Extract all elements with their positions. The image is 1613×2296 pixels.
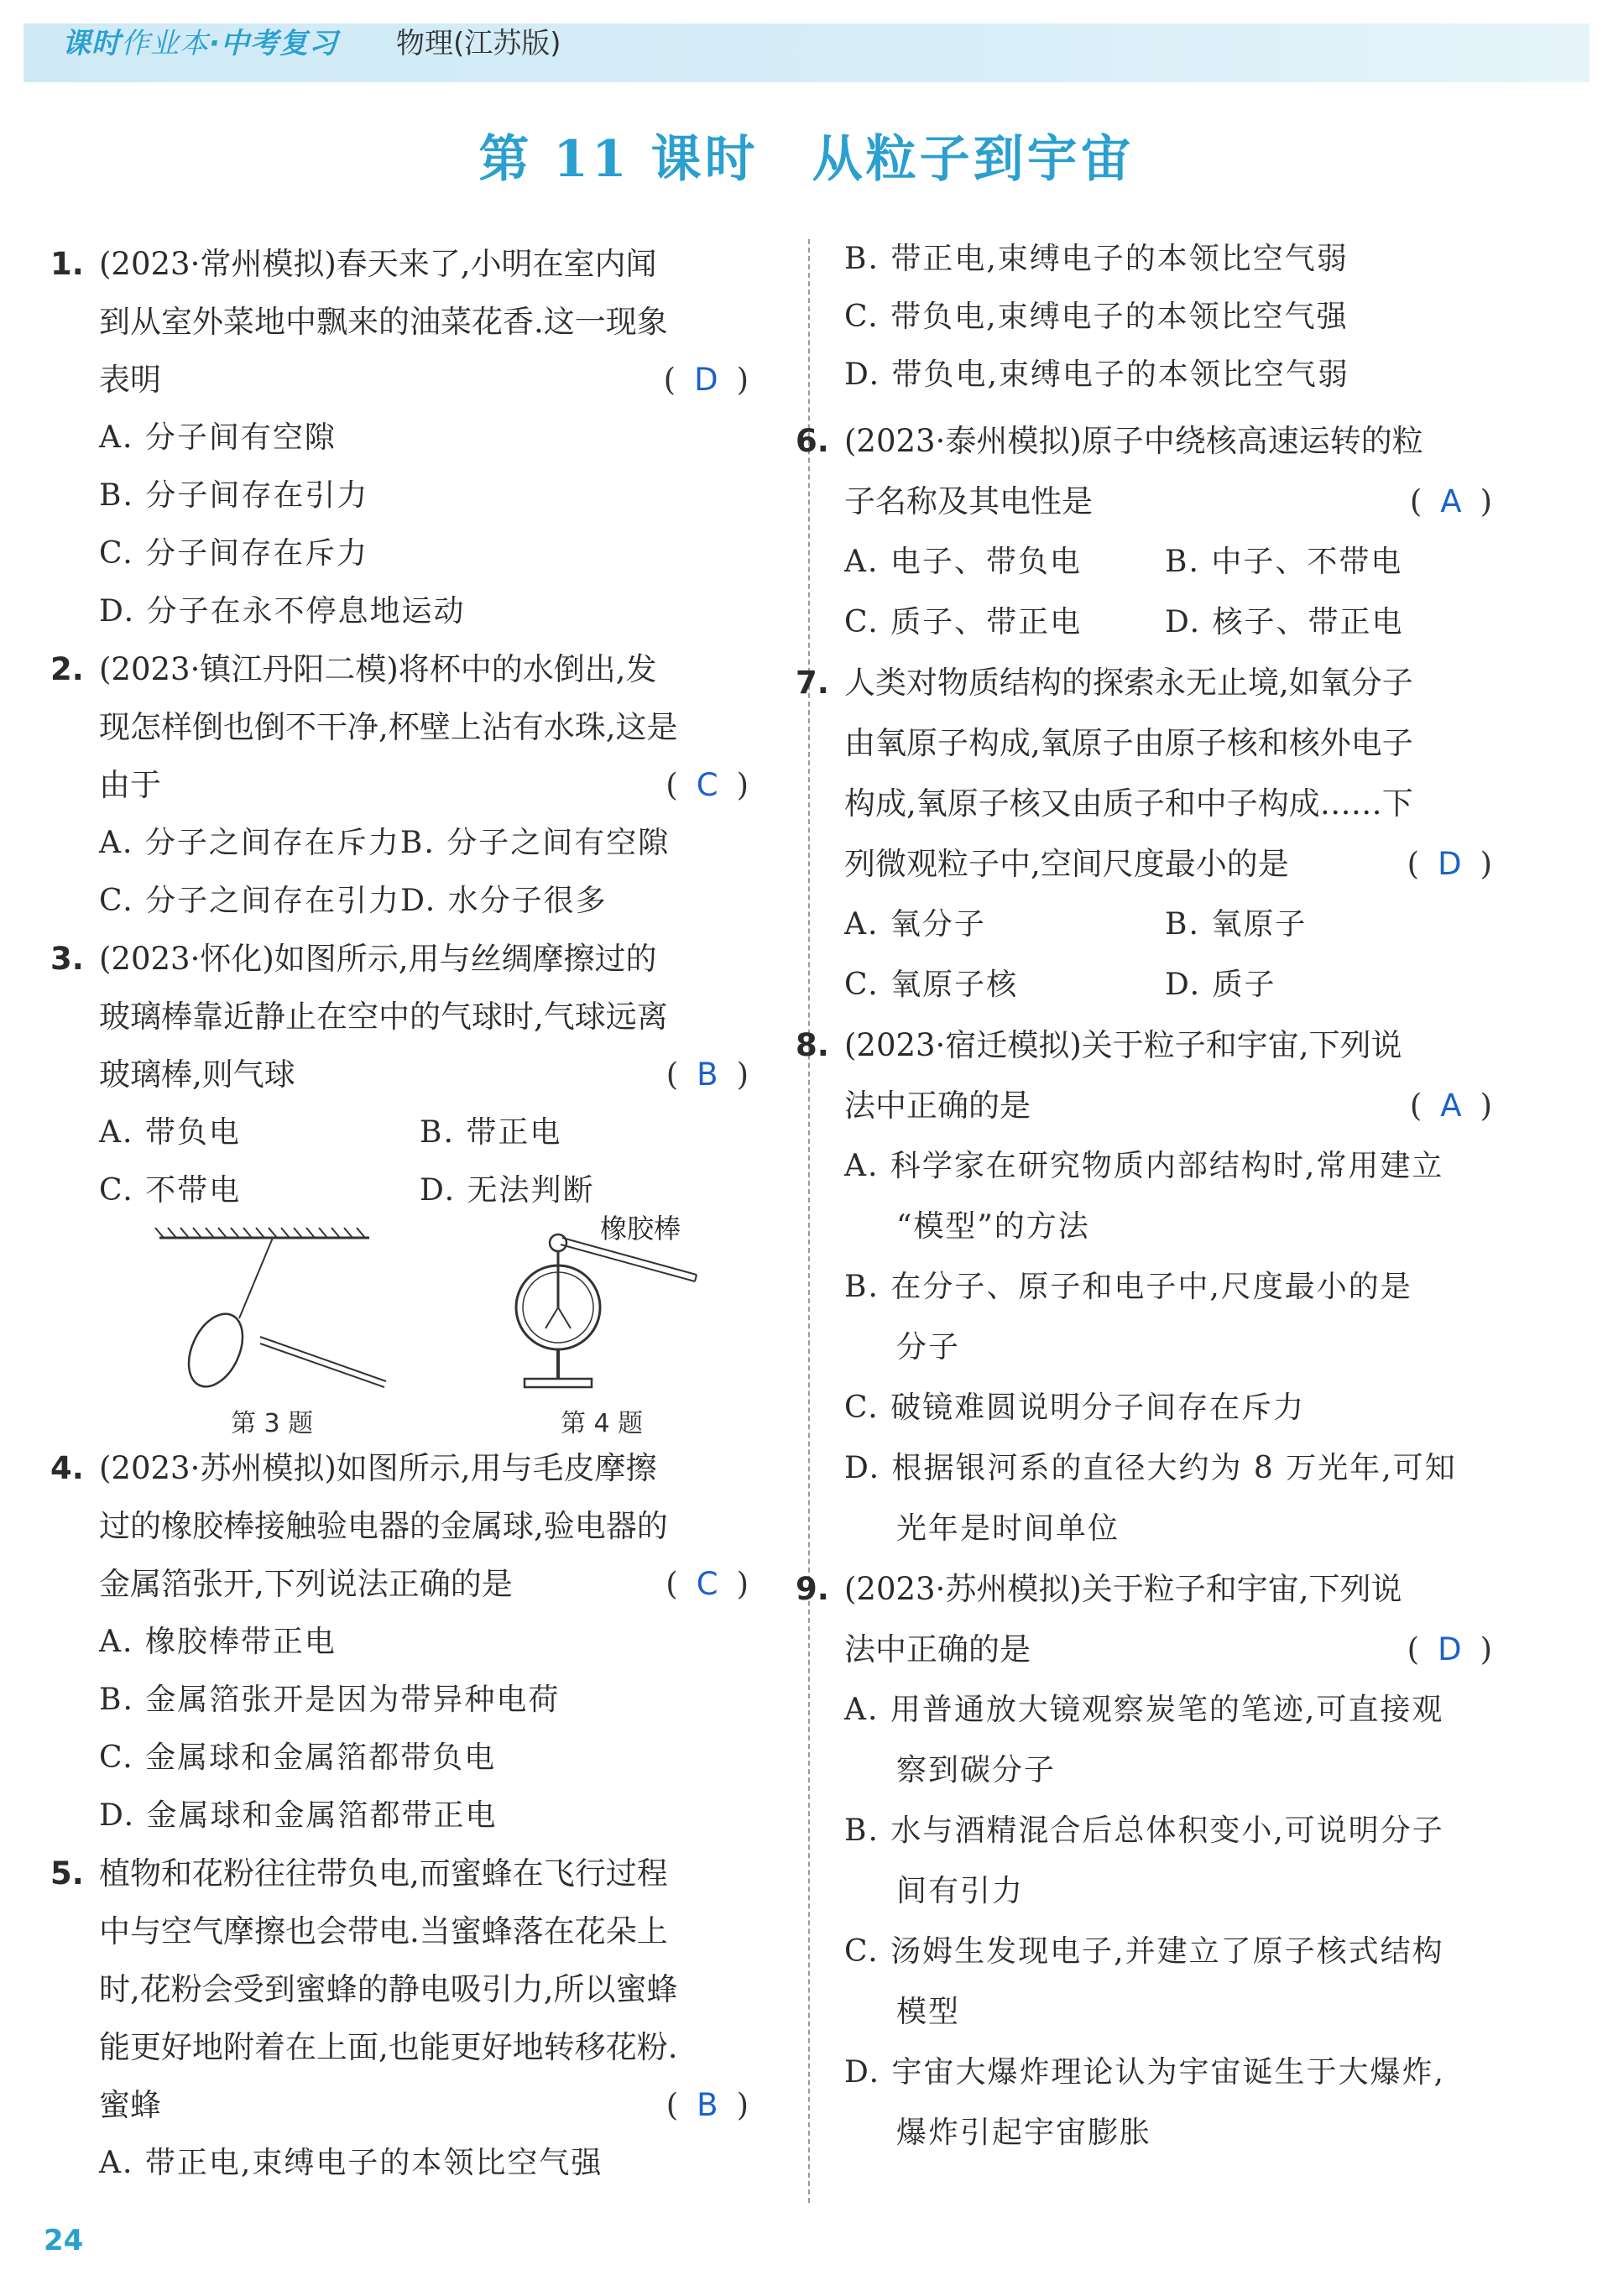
option: A. 带正电,束缚电子的本领比空气强: [99, 2146, 603, 2180]
option: B. 分子间存在引力: [99, 478, 369, 513]
question-text: (2023·怀化)如图所示,用与丝绸摩擦过的: [99, 941, 657, 977]
page-number: 24: [44, 2224, 84, 2257]
answer-letter: B: [697, 2087, 718, 2123]
question-text: 中与空气摩擦也会带电.当蜜蜂落在花朵上: [99, 1913, 668, 1949]
option: C. 汤姆生发现电子,并建立了原子核式结构: [844, 1934, 1444, 1969]
option: C. 分子之间存在引力D. 水分子很多: [99, 884, 608, 918]
answer-letter: B: [697, 1057, 718, 1093]
option-continuation: 分子: [896, 1330, 961, 1365]
question-5: [50, 1845, 749, 2192]
option: C. 破镜难圆说明分子间存在斥力: [844, 1391, 1306, 1425]
question-text: (2023·宿迁模拟)关于粒子和宇宙,下列说: [844, 1027, 1402, 1063]
question-text: (2023·苏州模拟)关于粒子和宇宙,下列说: [844, 1571, 1402, 1607]
answer-letter: D: [1438, 846, 1462, 882]
answer-letter: C: [696, 1566, 718, 1602]
option: A. 分子间有空隙: [99, 420, 337, 455]
book-brand: 课时作业本·中考复习: [62, 27, 338, 60]
question-text: 人类对物质结构的探索永无止境,如氧分子: [844, 665, 1413, 701]
answer-bracket: ( D ): [663, 362, 749, 398]
answer-bracket: ( B ): [666, 2087, 749, 2123]
option: A. 带负电: [99, 1115, 241, 1150]
question-text: 现怎样倒也倒不干净,杯壁上沾有水珠,这是: [99, 709, 678, 745]
lesson-title: 第 11 课时 从粒子到宇宙: [478, 130, 1135, 189]
option-continuation: 间有引力: [896, 1874, 1025, 1908]
question-text: 过的橡胶棒接触验电器的金属球,验电器的: [99, 1508, 668, 1544]
question-number: 2.: [50, 651, 84, 687]
question-text: 列微观粒子中,空间尺度最小的是: [844, 846, 1289, 882]
question-text: 玻璃棒靠近静止在空中的气球时,气球远离: [99, 999, 668, 1035]
answer-letter: A: [1440, 483, 1462, 519]
option: B. 氧原子: [1165, 907, 1308, 942]
answer-bracket: ( B ): [666, 1057, 749, 1093]
option: A. 氧分子: [844, 907, 986, 942]
question-number: 3.: [50, 941, 84, 977]
answer-bracket: ( D ): [1407, 1631, 1492, 1667]
question-number: 4.: [50, 1450, 84, 1486]
option-continuation: 爆炸引起宇宙膨胀: [896, 2116, 1152, 2150]
question-text: 法中正确的是: [844, 1631, 1031, 1667]
answer-bracket: ( A ): [1409, 1088, 1492, 1124]
answer-bracket: ( D ): [1407, 846, 1492, 882]
option: B. 水与酒精混合后总体积变小,可说明分子: [844, 1813, 1444, 1848]
option-continuation: 模型: [896, 1995, 961, 2029]
option: C. 不带电: [99, 1173, 242, 1208]
option: D. 根据银河系的直径大约为 8 万光年,可知: [844, 1451, 1457, 1485]
question-text: 能更好地附着在上面,也能更好地转移花粉.: [99, 2029, 678, 2065]
option: D. 宇宙大爆炸理论认为宇宙诞生于大爆炸,: [844, 2055, 1445, 2090]
question-number: 6.: [796, 423, 829, 459]
rubber-rod-label: 橡胶棒: [600, 1213, 681, 1245]
option-continuation: “模型”的方法: [896, 1209, 1090, 1244]
figures-3-4: [50, 1213, 749, 1439]
question-number: 8.: [796, 1027, 829, 1063]
option: C. 带负电,束缚电子的本领比空气强: [844, 300, 1349, 334]
answer-letter: D: [694, 362, 718, 398]
question-text: 蜜蜂: [99, 2087, 161, 2123]
answer-letter: A: [1440, 1088, 1462, 1124]
question-text: 时,花粉会受到蜜蜂的静电吸引力,所以蜜蜂: [99, 1971, 678, 2007]
option: B. 带正电: [420, 1115, 562, 1150]
question-8: [796, 1016, 1492, 1560]
question-text: 子名称及其电性是: [844, 483, 1093, 519]
left-column: [50, 235, 749, 2192]
option: D. 分子在永不停息地运动: [99, 594, 466, 629]
question-4: [50, 1439, 749, 1845]
question-text: 由于: [99, 767, 161, 803]
question-6: [796, 412, 1492, 654]
question-text: 由氧原子构成,氧原子由原子核和核外电子: [844, 725, 1413, 761]
answer-bracket: ( C ): [666, 1566, 749, 1602]
option-continuation: 察到碳分子: [896, 1753, 1057, 1787]
question-text: 法中正确的是: [844, 1088, 1031, 1124]
question-text: (2023·常州模拟)春天来了,小明在室内闻: [99, 246, 657, 282]
question-7: [796, 654, 1492, 1016]
answer-letter: C: [696, 767, 718, 803]
option: B. 带正电,束缚电子的本领比空气弱: [844, 242, 1349, 276]
answer-bracket: ( C ): [666, 767, 749, 803]
option: D. 金属球和金属箔都带正电: [99, 1798, 498, 1833]
question-text: 表明: [99, 362, 161, 398]
question-text: (2023·泰州模拟)原子中绕核高速运转的粒: [844, 423, 1423, 459]
option: D. 核子、带正电: [1165, 605, 1404, 639]
question-9: [796, 1560, 1492, 2164]
option: A. 分子之间存在斥力B. 分子之间有空隙: [99, 826, 671, 860]
question-text: 植物和花粉往往带负电,而蜜蜂在飞行过程: [99, 1855, 668, 1892]
question-text: (2023·苏州模拟)如图所示,用与毛皮摩擦: [99, 1450, 657, 1486]
right-column: [796, 235, 1492, 2164]
option: B. 中子、不带电: [1165, 545, 1403, 579]
figure-4-electroscope-diagram: [50, 1219, 749, 1404]
option: C. 分子间存在斥力: [99, 536, 369, 571]
question-1: [50, 235, 749, 640]
answer-bracket: ( A ): [1409, 483, 1492, 519]
question-text: (2023·镇江丹阳二模)将杯中的水倒出,发: [99, 651, 657, 687]
option: A. 用普通放大镜观察炭笔的笔迹,可直接观: [844, 1693, 1444, 1727]
question-number: 7.: [796, 665, 829, 701]
question-3: [50, 930, 749, 1219]
option: A. 橡胶棒带正电: [99, 1625, 337, 1659]
option: B. 金属箔张开是因为带异种电荷: [99, 1683, 561, 1717]
subject-label: 物理(江苏版): [396, 27, 561, 60]
answer-letter: D: [1438, 1631, 1462, 1667]
option: C. 质子、带正电: [844, 605, 1083, 639]
figure-4-caption: 第 4 题: [561, 1409, 644, 1438]
question-text: 到从室外菜地中飘来的油菜花香.这一现象: [99, 304, 668, 340]
option: A. 科学家在研究物质内部结构时,常用建立: [844, 1149, 1444, 1183]
option: A. 电子、带负电: [844, 545, 1082, 579]
option: D. 质子: [1165, 968, 1276, 1002]
figure-3-caption: 第 3 题: [231, 1409, 314, 1438]
option-continuation: 光年是时间单位: [896, 1511, 1120, 1546]
option: B. 在分子、原子和电子中,尺度最小的是: [844, 1270, 1412, 1304]
question-number: 1.: [50, 246, 84, 282]
question-text: 金属箔张开,下列说法正确的是: [99, 1566, 513, 1602]
question-number: 9.: [796, 1571, 829, 1607]
question-number: 5.: [50, 1855, 84, 1892]
option: D. 无法判断: [420, 1173, 595, 1208]
option: C. 金属球和金属箔都带负电: [99, 1740, 497, 1775]
option: C. 氧原子核: [844, 968, 1019, 1002]
question-text: 玻璃棒,则气球: [99, 1057, 295, 1093]
question-2: [50, 640, 749, 930]
option: D. 带负电,束缚电子的本领比空气弱: [844, 357, 1349, 392]
question-text: 构成,氧原子核又由质子和中子构成……下: [844, 785, 1413, 822]
